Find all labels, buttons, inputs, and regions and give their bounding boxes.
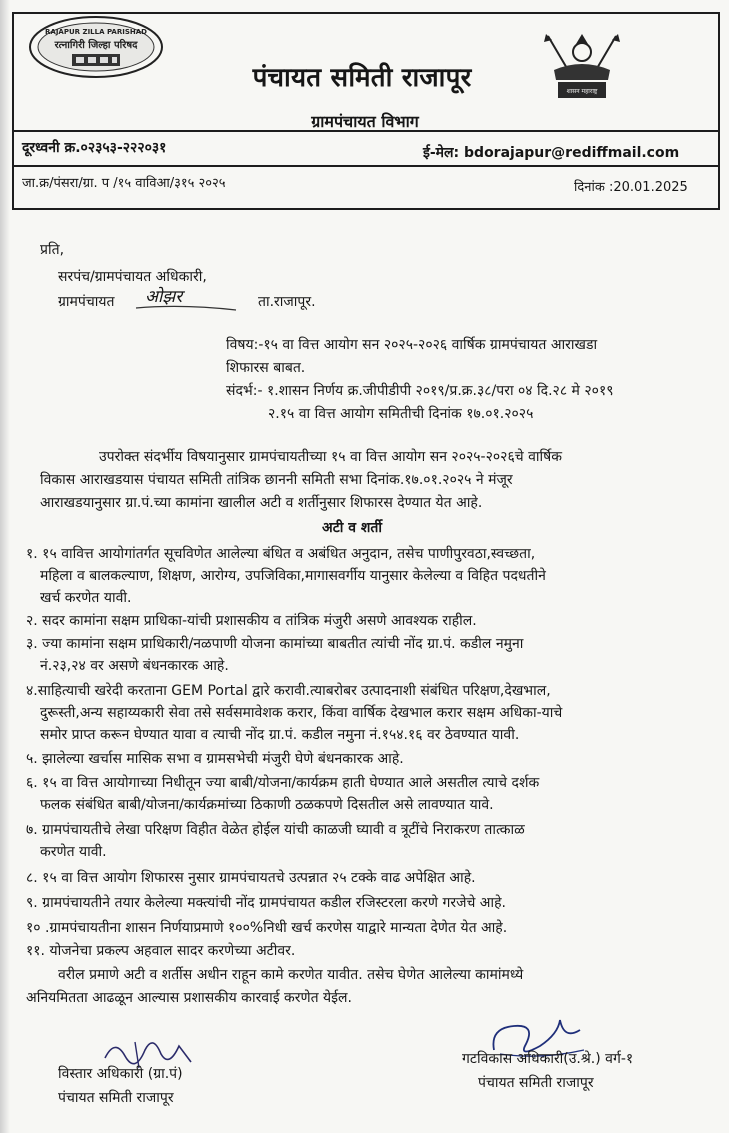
intro-line-1: उपरोक्त संदर्भीय विषयानुसार ग्रामपंचायतीच्या १५ वा वित्त आयोग सन २०२५-२०२६चे वार्षिक bbox=[99, 449, 562, 465]
closing-line-2: अनियमितता आढळून आल्यास प्रशासकीय कारवाई करणेत येईल. bbox=[26, 990, 352, 1006]
email-address: ई-मेल: bdorajapur@rediffmail.com bbox=[423, 145, 680, 161]
scan-edge-shadow bbox=[0, 0, 10, 1133]
closing-line-1: वरील प्रमाणे अटी व शर्तीस अधीन राहून कामे करणेत यावीत. तसेच घेणेत आलेल्या कामांमध्ये bbox=[58, 967, 524, 983]
condition-4-line-2: दुरूस्ती,अन्य सहाय्यकारी सेवा तसे सर्वसमावेशक करार, किंवा वार्षिक देखभाल करार सक्षम अधिका-याचे bbox=[40, 705, 563, 721]
condition-1-line-2: महिला व बालकल्याण, शिक्षण, आरोग्य, उपजिविका,मागासवर्गीय यानुसार केलेल्या व विहित पदधतीने bbox=[40, 568, 546, 584]
condition-2: २. सदर कामांना सक्षम प्राधिका-यांची प्रशासकीय व तांत्रिक मंजुरी असणे आवश्यक राहील. bbox=[26, 613, 477, 629]
conditions-heading: अटी व शर्ती bbox=[322, 520, 383, 536]
reference-line-2: २.१५ वा वित्त आयोग समितीची दिनांक १७.०१.२०२५ bbox=[268, 406, 534, 422]
condition-7-line-1: ७. ग्रामपंचायतीचे लेखा परिक्षण विहीत वेळेत होईल यांची काळजी घ्यावी व त्रूटींचे निराकरण तात्काळ bbox=[26, 822, 525, 838]
logo-text-english: RAJAPUR ZILLA PARISHAD bbox=[45, 28, 147, 36]
condition-1-line-1: १. १५ वावित्त आयोगांतर्गत सूचविणेत आलेल्या बंधित व अबंधित अनुदान, तसेच पाणीपुरवठा,स्वच्छता, bbox=[26, 546, 536, 562]
recipient-salutation: प्रति, bbox=[40, 242, 65, 258]
condition-6-line-1: ६. १५ वा वित्त आयोगाच्या निधीतून ज्या बाबी/योजना/कार्यक्रम हाती घेण्यात आले असतील त्याचे दर्शक bbox=[26, 775, 540, 791]
intro-line-3: आराखडयानुसार ग्रा.पं.च्या कामांना खालील अटी व शर्तीनुसार शिफारस देण्यात येत आहे. bbox=[40, 495, 483, 511]
condition-3-line-2: नं.२३,२४ वर असणे बंधनकारक आहे. bbox=[40, 658, 229, 674]
condition-1-line-3: खर्च करणेत यावी. bbox=[40, 590, 132, 606]
recipient-designation: सरपंच/ग्रामपंचायत अधिकारी, bbox=[58, 269, 207, 285]
handwritten-underline bbox=[132, 280, 242, 314]
recipient-village-prefix: ग्रामपंचायत bbox=[58, 294, 115, 310]
condition-4-line-1: ४.साहित्याची खरेदी करताना GEM Portal द्वारे करावी.त्याबरोबर उत्पादनाशी संबंधित परिक्षण,देखभाल, bbox=[26, 683, 551, 699]
handwritten-village-name: ओझर bbox=[145, 287, 183, 307]
office-title: पंचायत समिती राजापूर bbox=[252, 63, 472, 93]
condition-9: ९. ग्रामपंचायतीने तयार केलेल्या मक्त्यांची नोंद ग्रामपंचायत कडील रजिस्टरला करणे गरजेचे आहे. bbox=[26, 895, 506, 911]
condition-7-line-2: करणेत यावी. bbox=[40, 844, 107, 860]
letter-date: दिनांक :20.01.2025 bbox=[574, 180, 688, 195]
condition-4-line-3: समोर प्राप्त करून घेण्यात यावा व त्याची नोंद ग्रा.पं. कडील नमुना नं.१५४.१६ वर ठेवण्यात यावी. bbox=[40, 727, 520, 743]
logo-text-marathi: रत्नागिरी जिल्हा परिषद bbox=[54, 40, 138, 51]
condition-6-line-2: फलक संबंधित बाबी/योजना/कार्यक्रमांच्या ठिकाणी ठळकपणे दिसतील असे लावण्यात यावे. bbox=[40, 797, 494, 813]
header-divider-2 bbox=[12, 165, 720, 167]
recipient-taluka: ता.राजापूर. bbox=[258, 294, 316, 310]
right-signatory-office: पंचायत समिती राजापूर bbox=[478, 1075, 594, 1091]
condition-3-line-1: ३. ज्या कामांना सक्षम प्राधिकारी/नळपाणी योजना कामांच्या बाबतीत त्यांची नोंद ग्रा.पं. कडील नमुना bbox=[26, 636, 524, 652]
right-signatory-title: गटविकास अधिकारी(उ.श्रे.) वर्ग-१ bbox=[462, 1051, 634, 1067]
zilla-parishad-logo bbox=[26, 14, 166, 80]
reference-line-1: संदर्भ:- १.शासन निर्णय क्र.जीपीडीपी २०१९/प्र.क्र.३८/परा ०४ दि.२८ मे २०१९ bbox=[226, 383, 614, 399]
emblem-caption: शासन महाराष्ट्र bbox=[566, 88, 598, 95]
left-signatory-title: विस्तार अधिकारी (ग्रा.पं) bbox=[58, 1066, 183, 1082]
condition-11: ११. योजनेचा प्रकल्प अहवाल सादर करणेच्या अटीवर. bbox=[26, 943, 296, 959]
phone-number: दूरध्वनी क्र.०२३५३-२२२०३१ bbox=[22, 140, 167, 156]
state-emblem bbox=[528, 30, 636, 102]
condition-5: ५. झालेल्या खर्चास मासिक सभा व ग्रामसभेची मंजुरी घेणे बंधनकारक आहे. bbox=[26, 751, 404, 767]
subject-line-2: शिफारस बाबत. bbox=[226, 360, 306, 376]
left-signatory-office: पंचायत समिती राजापूर bbox=[58, 1090, 174, 1106]
subject-line-1: विषय:-१५ वा वित्त आयोग सन २०२५-२०२६ वार्षिक ग्रामपंचायत आराखडा bbox=[226, 337, 598, 353]
reference-number: जा.क्र/पंसरा/ग्रा. प /१५ वाविआ/३१५ २०२५ bbox=[22, 176, 226, 191]
intro-line-2: विकास आराखडयास पंचायत समिती तांत्रिक छाननी समिती सभा दिनांक.१७.०१.२०२५ ने मंजूर bbox=[40, 472, 513, 488]
department-name: ग्रामपंचायत विभाग bbox=[311, 112, 419, 131]
condition-10: १० .ग्रामपंचायतीना शासन निर्णयाप्रमाणे १००%निधी खर्च करणेस याद्वारे मान्यता देणेत येत आहे. bbox=[26, 920, 508, 936]
condition-8: ८. १५ वा वित्त आयोग शिफारस नुसार ग्रामपंचायतचे उत्पन्नात २५ टक्के वाढ अपेक्षित आहे. bbox=[26, 870, 476, 886]
